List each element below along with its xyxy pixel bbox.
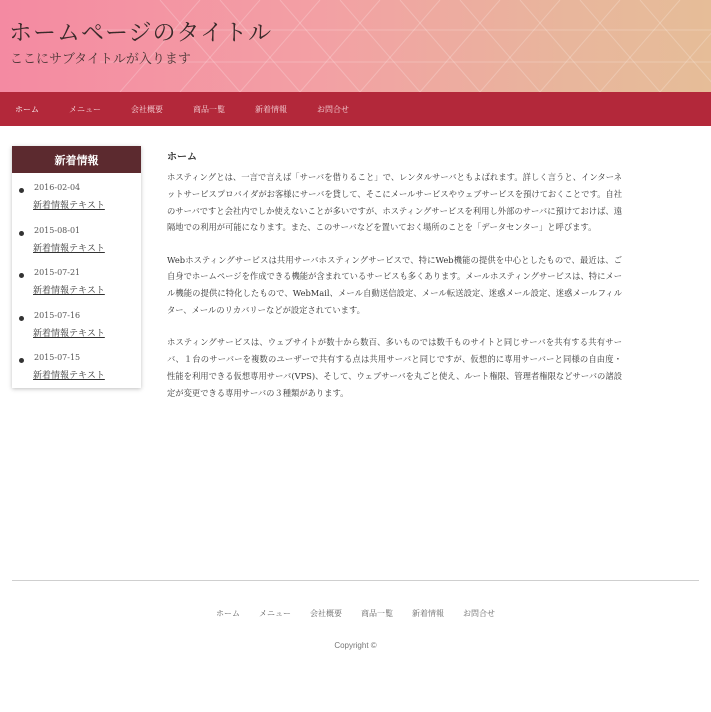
- bullet-icon: [19, 188, 24, 193]
- news-link[interactable]: 新着情報テキスト: [33, 286, 105, 296]
- footer-link-company[interactable]: 会社概要: [310, 609, 342, 618]
- sidebar-title: 新着情報: [12, 146, 141, 173]
- news-date: 2016-02-04: [34, 183, 81, 192]
- news-sidebar: [12, 146, 141, 388]
- news-date: 2015-08-01: [34, 225, 81, 235]
- news-link[interactable]: 新着情報テキスト: [33, 371, 105, 381]
- body-paragraph: ホスティングサービスは、ウェブサイトが数十から数百、多いものでは数千ものサイトと同じサーバを共有する共有サーバ、１台のサーバーを複数のユーザーで共有する点は共用サーバと同じですが、仮想的に専用サーバーと同様の自由度・性能を利用できる仮想専用サーバ(VPS)、そして、ウェブサーバを丸ごと使え、ルート権限、管理者権限などサーバの諸設定が変更できる専用サーバの３種類があります。: [167, 337, 622, 398]
- news-item: [12, 310, 141, 353]
- news-list: [12, 182, 141, 395]
- page-heading: ホーム: [167, 152, 197, 163]
- news-item: [12, 267, 141, 310]
- nav-item-contact[interactable]: お問合せ: [317, 104, 349, 114]
- bullet-icon: [19, 358, 24, 363]
- footer-link-menu[interactable]: メニュー: [259, 609, 291, 618]
- main-nav: [0, 92, 711, 126]
- site-header: [0, 0, 711, 92]
- news-date: 2015-07-15: [34, 353, 81, 362]
- copyright-text: Copyright ©: [334, 641, 377, 650]
- footer-link-contact[interactable]: お問合せ: [463, 609, 495, 618]
- news-date: 2015-07-21: [34, 268, 81, 277]
- nav-item-products[interactable]: 商品一覧: [193, 104, 225, 114]
- nav-item-home[interactable]: ホーム: [15, 104, 39, 114]
- bullet-icon: [19, 231, 24, 236]
- main-content: [167, 148, 622, 417]
- footer-divider: [12, 580, 699, 581]
- news-date: 2015-07-16: [34, 310, 81, 320]
- news-link[interactable]: 新着情報テキスト: [33, 328, 105, 339]
- footer-link-news[interactable]: 新着情報: [412, 609, 444, 618]
- footer-link-home[interactable]: ホーム: [216, 609, 240, 618]
- site-subtitle: ここにサブタイトルが入ります: [10, 52, 191, 67]
- nav-item-company[interactable]: 会社概要: [131, 104, 163, 114]
- news-item: [12, 352, 141, 395]
- news-item: [12, 182, 141, 225]
- news-link[interactable]: 新着情報テキスト: [33, 201, 105, 211]
- bullet-icon: [19, 316, 24, 321]
- footer-nav: [0, 608, 711, 619]
- body-paragraph: ホスティングとは、一言で言えば「サーバを借りること」で、レンタルサーバともよばれます。詳しく言うと、インターネットサービスプロバイダがお客様にサーバを貸して、そこにメールサービスやウェブサービスを預けておくことです。自社のサーバですと会社内でしか使えないことが多いですが、ホスティングサービスを利用し外部のサーバに預けておけば、遠隔地での利用が可能になります。また、このサーバなどを置いておく場所のことを「データセンター」と呼びます。: [167, 172, 622, 233]
- footer-link-products[interactable]: 商品一覧: [361, 609, 393, 618]
- body-paragraph: Webホスティングサービスは共用サーバホスティングサービスで、特にWeb機能の提供を中心としたもので、最近は、ご自身でホームページを作成できる機能が含まれているサービスも多くあります。メールホスティングサービスは、特にメール機能の提供に特化したもので、WebMail、メール自動送信設定、メール転送設定、迷惑メール設定、迷惑メールフィルター、メールのリカバリーなどが設定されています。: [167, 254, 622, 316]
- news-link[interactable]: 新着情報テキスト: [33, 243, 105, 254]
- site-title: ホームページのタイトル: [9, 20, 273, 46]
- news-item: [12, 225, 141, 268]
- nav-item-news[interactable]: 新着情報: [255, 104, 287, 114]
- nav-item-menu[interactable]: メニュー: [69, 104, 101, 114]
- bullet-icon: [19, 273, 24, 278]
